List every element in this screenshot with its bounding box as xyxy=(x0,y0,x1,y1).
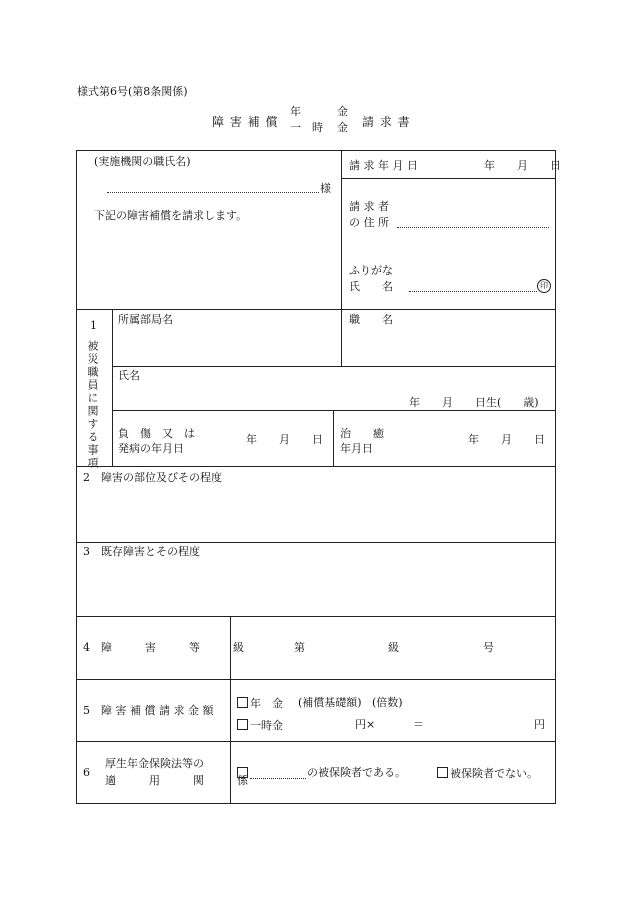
equals-sign: ＝ xyxy=(413,718,424,731)
not-insured-option[interactable] xyxy=(437,767,538,779)
address-label-1: 請 求 者 xyxy=(349,200,389,213)
request-text: 下記の障害補償を請求します。 xyxy=(94,209,248,222)
claimant-name-dotted-line xyxy=(409,291,537,292)
section1-vertical-label: 被災職員に関する事項 xyxy=(86,340,99,470)
injury-cure-divider xyxy=(333,410,334,466)
grade-kyu: 級 xyxy=(388,641,399,654)
birth-date: 年 月 日生( 歳) xyxy=(409,396,539,409)
yen-label: 円 xyxy=(534,718,545,731)
section2-label: 2 障害の部位及びその程度 xyxy=(83,471,222,484)
title-kin-bottom: 金 xyxy=(337,121,348,134)
section6-label-1: 厚生年金保険法等の xyxy=(105,757,204,770)
form-number: 様式第6号(第8条関係) xyxy=(77,85,188,98)
ichijikin-option[interactable] xyxy=(237,719,283,731)
section6-number: 6 xyxy=(83,766,90,779)
cure-date: 年 月 日 xyxy=(468,433,545,446)
cure-label-1: 治 癒 xyxy=(340,427,384,440)
title-nen: 年 xyxy=(290,105,301,118)
title-part3: 請 求 書 xyxy=(362,115,411,129)
title-part1: 障 害 補 償 xyxy=(212,115,279,129)
section2-bottom xyxy=(76,542,556,543)
section3-bottom xyxy=(76,616,556,617)
insured-checkbox[interactable] xyxy=(237,767,248,778)
request-date-value: 年 月 日 xyxy=(484,159,561,172)
section1-label-divider xyxy=(112,309,113,466)
date-row-line xyxy=(341,178,556,179)
title-kin-top: 金 xyxy=(337,105,348,118)
section5-number: 5 xyxy=(83,704,90,717)
nenkin-checkbox[interactable] xyxy=(237,697,248,708)
not-insured-checkbox[interactable] xyxy=(437,767,448,778)
frame-bottom xyxy=(76,803,556,804)
claimant-name-label: 氏 名 xyxy=(349,280,393,293)
injury-date: 年 月 日 xyxy=(246,433,323,446)
injury-label-1: 負 傷 又 は xyxy=(118,427,195,440)
grade-go: 号 xyxy=(483,641,494,654)
dept-label: 所属部局名 xyxy=(118,313,173,326)
insured-label: の被保険者である。 xyxy=(307,766,406,779)
header-divider xyxy=(341,150,342,310)
nenkin-option[interactable] xyxy=(237,697,283,709)
title-ichiji: 一 時 xyxy=(290,121,323,134)
section1-bottom xyxy=(76,466,556,467)
ichijikin-checkbox[interactable] xyxy=(237,719,248,730)
address-dotted-line xyxy=(397,227,549,228)
cure-label-2: 年月日 xyxy=(340,442,373,455)
section1-number: 1 xyxy=(90,319,97,332)
frame-left xyxy=(76,150,77,804)
ichijikin-label: 一時金 xyxy=(250,719,283,732)
dept-position-divider xyxy=(341,309,342,367)
section4-bottom xyxy=(76,679,556,680)
not-insured-label: 被保険者でない。 xyxy=(450,767,538,780)
frame-top xyxy=(76,150,556,151)
seal-mark: 印 xyxy=(537,279,551,293)
base-amount-label: (補償基礎額) xyxy=(298,696,362,709)
institution-label: (実施機関の職氏名) xyxy=(94,155,191,168)
nenkin-label: 年 金 xyxy=(250,697,283,710)
injury-label-2: 発病の年月日 xyxy=(118,442,184,455)
dept-row-bottom xyxy=(112,366,556,367)
furigana-label: ふりがな xyxy=(349,264,393,277)
frame-right xyxy=(555,150,556,804)
section3-label: 3 既存障害とその程度 xyxy=(83,545,200,558)
section5-label: 障 害 補 償 請 求 金 額 xyxy=(101,704,214,717)
section5-bottom xyxy=(76,741,556,742)
header-bottom-line xyxy=(76,309,556,310)
address-label-2: の 住 所 xyxy=(349,216,389,229)
position-label: 職 名 xyxy=(349,313,393,326)
name-row-bottom xyxy=(112,410,556,411)
institution-dotted-line xyxy=(107,192,319,193)
yen-times: 円× xyxy=(355,718,376,731)
multiplier-label: (倍数) xyxy=(372,696,403,709)
section4-label: 障 害 等 級 xyxy=(101,641,244,654)
sama-label: 様 xyxy=(320,182,331,195)
section4-number: 4 xyxy=(83,641,90,654)
request-date-label: 請 求 年 月 日 xyxy=(349,159,418,172)
section6-label-2: 適 用 関 係 xyxy=(105,774,248,787)
insurance-type-dotted-line xyxy=(250,778,306,779)
victim-name-label: 氏名 xyxy=(118,369,140,382)
grade-dai: 第 xyxy=(294,641,305,654)
